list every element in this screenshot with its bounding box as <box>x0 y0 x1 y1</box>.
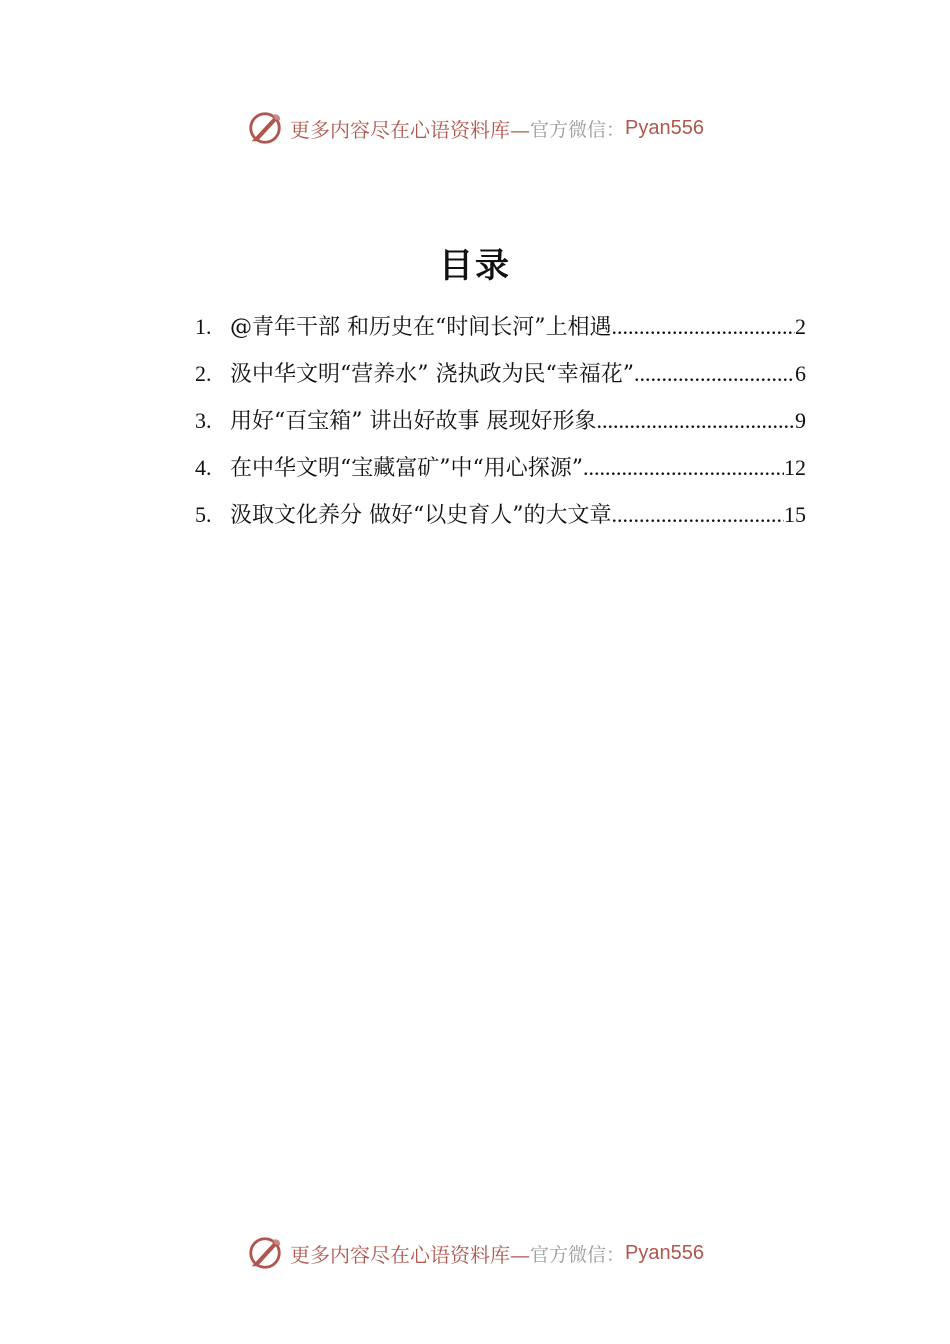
toc-entry-title: @青年干部 和历史在“时间长河”上相遇 <box>230 315 612 340</box>
toc-entry-number: 4. <box>195 455 212 480</box>
toc-entry-number: 2. <box>195 361 212 386</box>
toc-entry-title: 在中华文明“宝藏富矿”中“用心探源” <box>230 456 583 481</box>
header-watermark <box>0 108 950 148</box>
toc-leader-dots <box>596 408 795 434</box>
toc-entry-title: 用好“百宝箱” 讲出好故事 展现好形象 <box>230 409 597 434</box>
toc-title: 目录 <box>439 246 511 286</box>
toc-entry-title: 汲取文化养分 做好“以史育人”的大文章 <box>230 503 612 528</box>
toc-leader-dots <box>612 314 796 340</box>
toc-leader-dots <box>634 361 795 387</box>
toc-entry-title: 汲中华文明“营养水” 浇执政为民“幸福花” <box>230 362 634 387</box>
toc-entry-page: 12 <box>784 455 806 480</box>
table-of-contents <box>195 310 806 545</box>
toc-entry[interactable] <box>195 451 806 498</box>
toc-entry[interactable] <box>195 404 806 451</box>
watermark-wechat-id: Pyan556 <box>625 116 704 139</box>
quill-pen-seal-icon <box>246 1234 284 1272</box>
watermark-wechat-id: Pyan556 <box>625 1241 704 1264</box>
toc-entry[interactable] <box>195 498 806 545</box>
toc-entry[interactable] <box>195 357 806 404</box>
toc-entry-page: 15 <box>784 502 806 527</box>
toc-entry-page: 9 <box>795 408 806 433</box>
toc-entry-page: 6 <box>795 361 806 386</box>
toc-entry-page: 2 <box>795 314 806 339</box>
toc-leader-dots <box>583 455 784 481</box>
toc-entry-number: 5. <box>195 502 212 527</box>
footer-watermark <box>0 1233 950 1273</box>
quill-pen-seal-icon <box>246 109 284 147</box>
toc-entry-number: 1. <box>195 314 212 339</box>
toc-leader-dots <box>612 502 785 528</box>
toc-entry[interactable] <box>195 310 806 357</box>
toc-entry-number: 3. <box>195 408 212 433</box>
watermark-text: 更多内容尽在心语资料库— <box>290 1242 530 1267</box>
watermark-wechat-label: 官方微信： <box>530 118 626 141</box>
watermark-text: 更多内容尽在心语资料库— <box>290 117 530 142</box>
watermark-wechat-label: 官方微信： <box>530 1243 626 1266</box>
